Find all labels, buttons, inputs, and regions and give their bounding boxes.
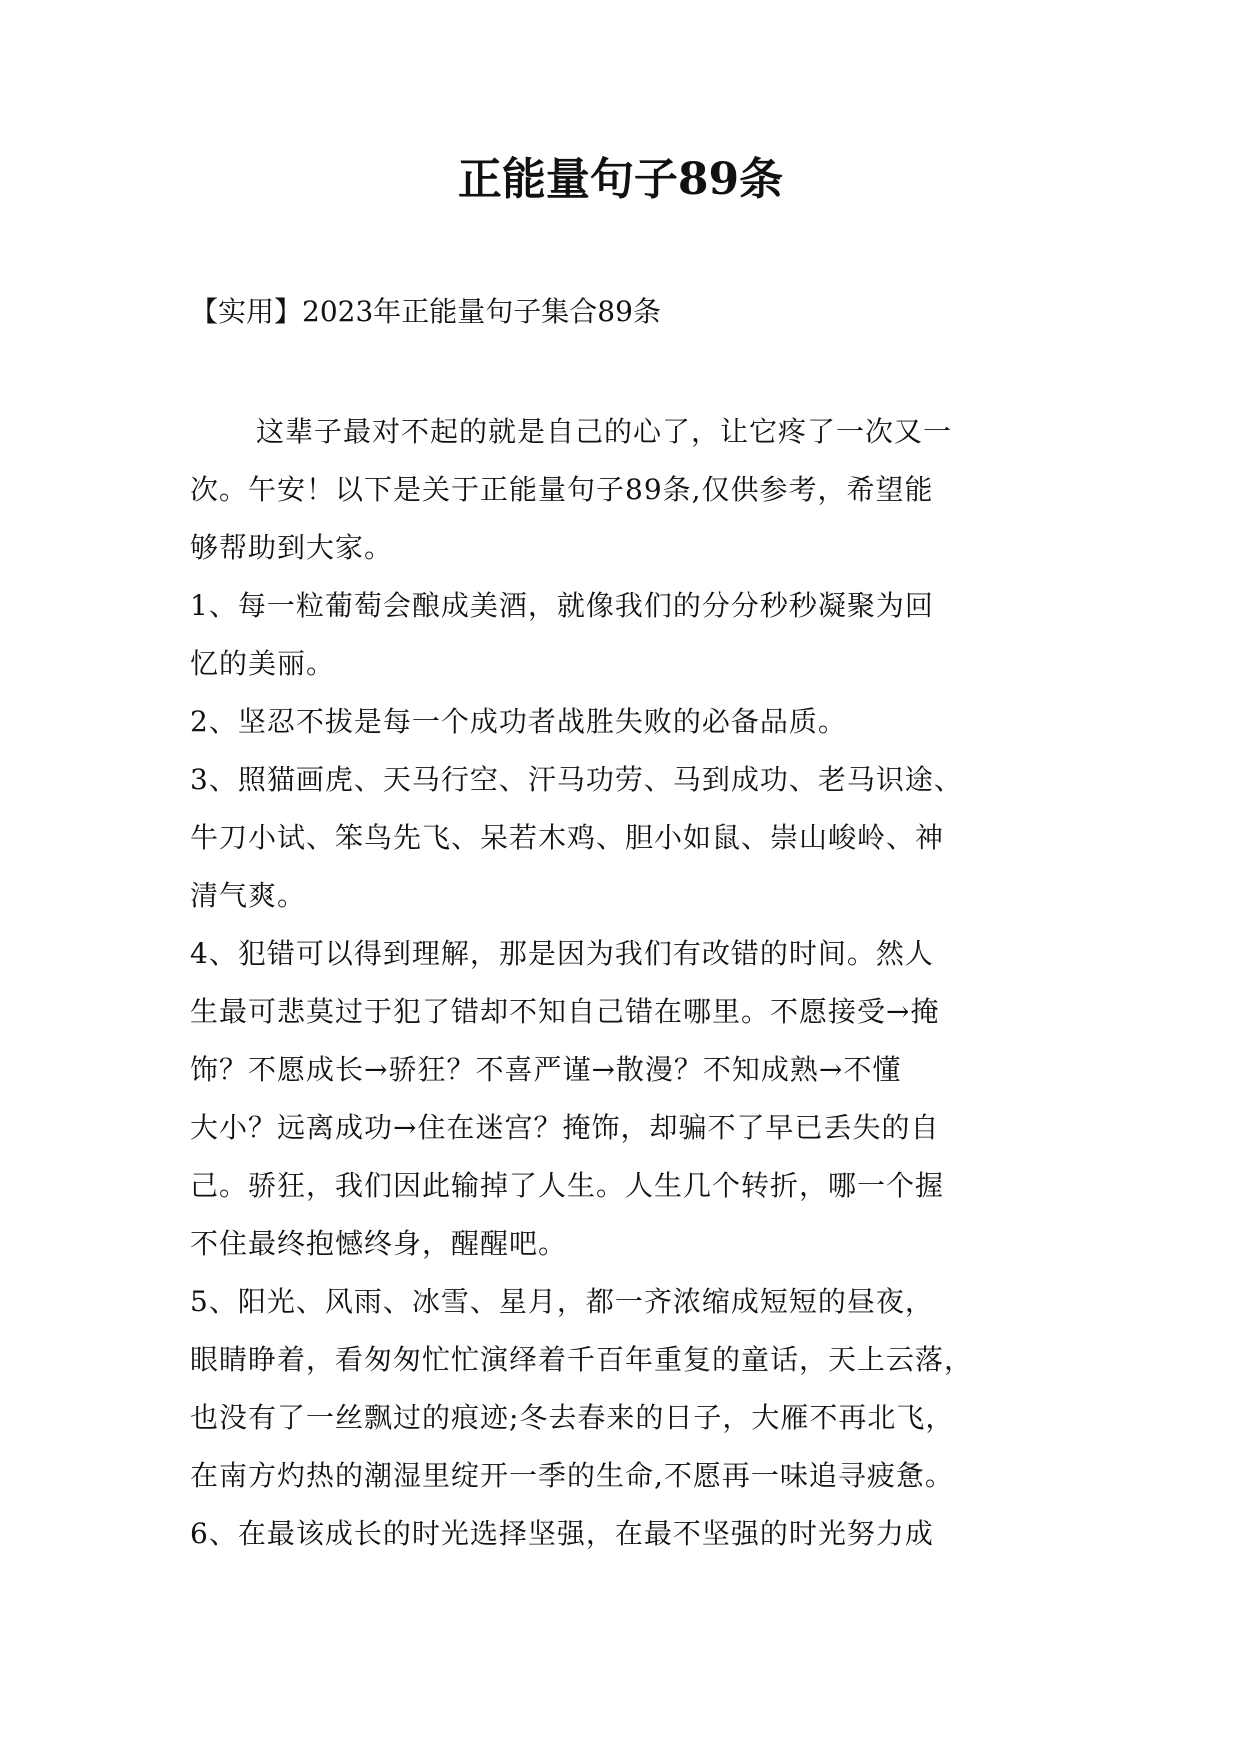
body-line: 不住最终抱憾终身，醒醒吧。 [190, 1227, 568, 1260]
document-title: 正能量句子89条 [457, 154, 784, 205]
body-line: 眼睛睁着，看匆匆忙忙演绎着千百年重复的童话，天上云落， [190, 1343, 974, 1376]
body-line: 这辈子最对不起的就是自己的心了，让它疼了一次又一 [256, 415, 953, 448]
body-line: 大小？远离成功→住在迷宫？掩饰，却骗不了早已丢失的自 [190, 1111, 940, 1144]
body-line: 忆的美丽。 [190, 647, 336, 680]
body-line: 己。骄狂，我们因此输掉了人生。人生几个转折，哪一个握 [190, 1169, 945, 1202]
document-body [190, 403, 1070, 1563]
body-line: 次。午安！以下是关于正能量句子89条,仅供参考，希望能 [190, 473, 934, 506]
body-line: 5、阳光、风雨、冰雪、星月，都一齐浓缩成短短的昼夜， [190, 1285, 934, 1318]
body-line: 6、在最该成长的时光选择坚强，在最不坚强的时光努力成 [190, 1517, 934, 1550]
body-line: 饰？不愿成长→骄狂？不喜严谨→散漫？不知成熟→不懂 [190, 1053, 902, 1086]
body-line: 2、坚忍不拔是每一个成功者战胜失败的必备品质。 [190, 705, 847, 738]
body-line: 4、犯错可以得到理解，那是因为我们有改错的时间。然人 [190, 937, 934, 970]
body-line: 清气爽。 [190, 879, 307, 912]
body-line: 够帮助到大家。 [190, 531, 394, 564]
body-line: 牛刀小试、笨鸟先飞、呆若木鸡、胆小如鼠、崇山峻岭、神 [190, 821, 945, 854]
body-line: 在南方灼热的潮湿里绽开一季的生命,不愿再一味追寻疲惫。 [190, 1459, 954, 1492]
body-line: 生最可悲莫过于犯了错却不知自己错在哪里。不愿接受→掩 [190, 995, 940, 1028]
body-line: 3、照猫画虎、天马行空、汗马功劳、马到成功、老马识途、 [190, 763, 963, 796]
document-subtitle: 【实用】2023年正能量句子集合89条 [190, 295, 661, 328]
body-line: 也没有了一丝飘过的痕迹;冬去春来的日子，大雁不再北飞， [190, 1401, 955, 1434]
body-line: 1、每一粒葡萄会酿成美酒，就像我们的分分秒秒凝聚为回 [190, 589, 934, 622]
